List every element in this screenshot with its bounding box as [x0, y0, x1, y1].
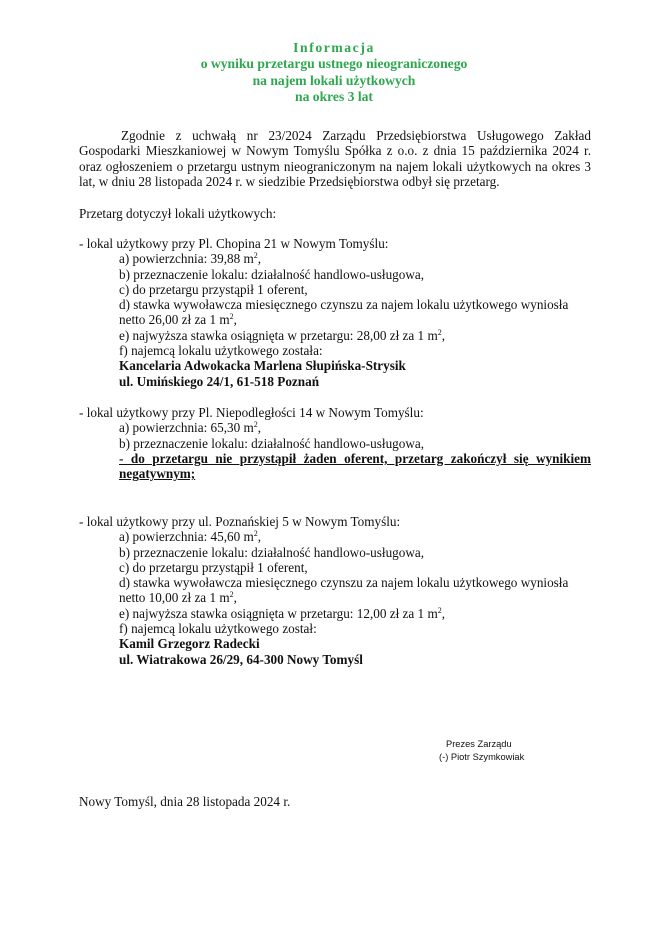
- unit-3-rate: d) stawka wywoławcza miesięcznego czynszu za najem lokalu użytkowego wyniosła: [119, 575, 569, 591]
- unit-3-tenant-address: ul. Wiatrakowa 26/29, 64-300 Nowy Tomyśl: [119, 651, 363, 667]
- intro-paragraph: [79, 128, 591, 189]
- unit-1-tenant-name: Kancelaria Adwokacka Marlena Słupińska-Strysik: [119, 358, 406, 374]
- lead-text: Przetarg dotyczył lokali użytkowych:: [79, 206, 277, 221]
- unit-1-tenant-address: ul. Umińskiego 24/1, 61-518 Poznań: [119, 373, 320, 389]
- heading-subtitle-2: na najem lokali użytkowych: [252, 72, 416, 88]
- unit-3-section: [79, 514, 568, 667]
- unit-1-purpose: b) przeznaczenie lokalu: działalność handlowo-usługowa,: [119, 266, 425, 282]
- unit-2-section: [79, 405, 591, 481]
- unit-2-result: [79, 451, 591, 482]
- unit-1-area: a) powierzchnia: 39,88 $m^2$,: [119, 251, 262, 267]
- intro-text: Zgodnie z uchwałą nr 23/2024 Zarządu Przedsiębiorstwa Usługowego Zakład Gospodarki Mieszkaniowej w Nowym Tomyślu Spółka z o.o. z dnia 15 października 2024 r. oraz ogłoszeniem o przetargu ustnym nieograniczonym na najem lokali użytkowych na okres 3 lat, w dniu 28 listopada 2024 r. w siedzibie Przedsiębiorstwa odbył się przetarg.: [79, 128, 591, 189]
- unit-1-rate-value: netto 26,00 zł za 1 $m^2$,: [119, 312, 237, 328]
- document-heading: [0, 40, 668, 105]
- unit-3-bidders: c) do przetargu przystąpił 1 oferent,: [119, 559, 308, 575]
- unit-1-max-rate: e) najwyższa stawka osiągnięta w przetargu: 28,00 zł za 1 $m^2$,: [119, 327, 445, 343]
- unit-2-title: - lokal użytkowy przy Pl. Niepodległości 14 w Nowym Tomyślu:: [79, 405, 424, 420]
- unit-1-section: [79, 236, 568, 389]
- unit-3-area: a) powierzchnia: 45,60 $m^2$,: [119, 529, 262, 545]
- unit-1-title: - lokal użytkowy przy Pl. Chopina 21 w Nowym Tomyślu:: [79, 236, 389, 251]
- unit-3-tenant-name: Kamil Grzegorz Radecki: [119, 636, 260, 652]
- heading-subtitle-1: o wyniku przetargu ustnego nieograniczonego: [200, 56, 468, 72]
- unit-1-rate: d) stawka wywoławcza miesięcznego czynszu za najem lokalu użytkowego wyniosła: [119, 297, 569, 313]
- unit-2-result-line-2: negatywnym;: [119, 466, 196, 482]
- unit-3-max-rate: e) najwyższa stawka osiągnięta w przetargu: 12,00 zł za 1 $m^2$,: [119, 605, 445, 621]
- unit-2-area: a) powierzchnia: 65,30 $m^2$,: [119, 420, 262, 436]
- unit-1-tenant-label: f) najemcą lokalu użytkowego została:: [119, 343, 323, 359]
- heading-title: Informacja: [293, 40, 375, 55]
- signature-name: (-) Piotr Szymkowiak: [439, 752, 525, 762]
- unit-1-bidders: c) do przetargu przystąpił 1 oferent,: [119, 281, 308, 297]
- unit-2-purpose: b) przeznaczenie lokalu: działalność handlowo-usługowa,: [119, 435, 425, 451]
- heading-subtitle-3: na okres 3 lat: [295, 88, 373, 104]
- unit-3-title: - lokal użytkowy przy ul. Poznańskiej 5 w Nowym Tomyślu:: [79, 514, 401, 529]
- signature-role: Prezes Zarządu: [446, 739, 512, 749]
- unit-2-result-line-1: - do przetargu nie przystąpił żaden oferent, przetarg zakończył się wynikiem: [119, 450, 591, 466]
- unit-3-rate-value: netto 10,00 zł za 1 $m^2$,: [119, 590, 237, 606]
- unit-3-purpose: b) przeznaczenie lokalu: działalność handlowo-usługowa,: [119, 544, 425, 560]
- unit-3-tenant-label: f) najemcą lokalu użytkowego został:: [119, 621, 317, 637]
- place-and-date: Nowy Tomyśl, dnia 28 listopada 2024 r.: [79, 794, 291, 809]
